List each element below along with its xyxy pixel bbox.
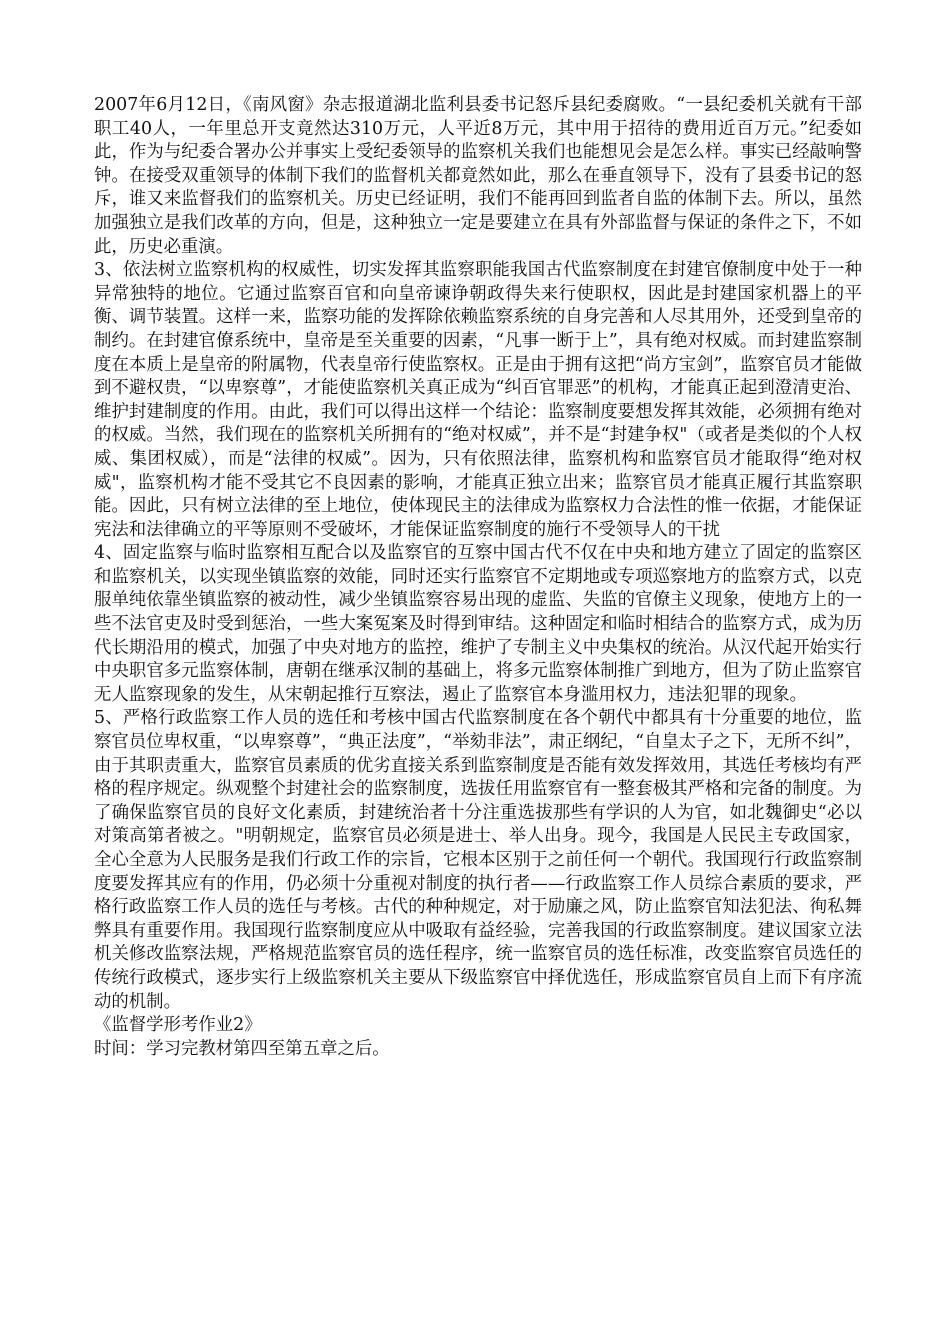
assignment-time: 时间：学习完教材第四至第五章之后。 — [94, 1038, 390, 1059]
document-page — [94, 94, 862, 1061]
paragraph-section-4: 4、固定监察与临时监察相互配合以及监察官的互察中国古代不仅在中央和地方建立了固定的监察区和监察机关，以实现坐镇监察的效能，同时还实行监察官不定期地或专项巡察地方的监察方式，以克服单纯依靠坐镇监察的被动性，减少坐镇监察容易出现的虚监、失监的官僚主义现象，使地方上的一些不法官吏及时受到惩治，一些大案冤案及时得到审结。这种固定和临时相结合的监察方式，成为历代长期沿用的模式，加强了中央对地方的监控，维护了专制主义中央集权的统治。从汉代起开始实行中央职官多元监察体制，唐朝在继承汉制的基础上，将多元监察体制推广到地方，但为了防止监察官无人监察现象的发生，从宋朝起推行互察法，遏止了监察官本身滥用权力，违法犯罪的现象。 — [94, 543, 862, 705]
assignment-title: 《监督学形考作业2》 — [94, 1015, 262, 1036]
paragraph-intro: 2007年6月12日，《南风窗》杂志报道湖北监利县委书记怒斥县纪委腐败。“一县纪委机关就有干部职工40人，一年里总开支竟然达310万元，人平近8万元，其中用于招待的费用近百万元。”纪委如此，作为与纪委合署办公并事实上受纪委领导的监察机关我们也能想见会是怎么样。事实已经敲响警钟。在接受双重领导的体制下我们的监督机关都竟然如此，那么在垂直领导下，没有了县委书记的怒斥，谁又来监督我们的监察机关。历史已经证明，我们不能再回到监者自监的体制下去。所以，虽然加强独立是我们改革的方向，但是，这种独立一定是要建立在具有外部监督与保证的条件之下，不如此，历史必重演。 — [94, 95, 862, 257]
paragraph-section-3: 3、依法树立监察机构的权威性，切实发挥其监察职能我国古代监察制度在封建官僚制度中处于一种异常独特的地位。它通过监察百官和向皇帝谏诤朝政得失来行使职权，因此是封建国家机器上的平衡、调节装置。这样一来，监察功能的发挥除依赖监察系统的自身完善和人尽其用外，还受到皇帝的制约。在封建官僚系统中，皇帝是至关重要的因素，“凡事一断于上”，具有绝对权威。而封建监察制度在本质上是皇帝的附属物，代表皇帝行使监察权。正是由于拥有这把“尚方宝剑”，监察官员才能做到不避权贵，“以卑察尊”，才能使监察机关真正成为“纠百官罪恶”的机构，才能真正起到澄清吏治、维护封建制度的作用。由此，我们可以得出这样一个结论：监察制度要想发挥其效能，必须拥有绝对的权威。当然，我们现在的监察机关所拥有的“绝对权威”，并不是“封建争权"（或者是类似的个人权威、集团权威），而是“法律的权威”。因为，只有依照法律，监察机构和监察官员才能取得“绝对权威"，监察机构才能不受其它不良因素的影响，才能真正独立出来；监察官员才能真正履行其监察职能。因此，只有树立法律的至上地位，使体现民主的法律成为监察权力合法性的惟一依据，才能保证宪法和法律确立的平等原则不受破坏，才能保证监察制度的施行不受领导人的干扰 — [94, 260, 862, 540]
paragraph-section-5: 5、严格行政监察工作人员的选任和考核中国古代监察制度在各个朝代中都具有十分重要的地位，监察官员位卑权重，“以卑察尊”，“典正法度”，“举劾非法”，肃正纲纪，“自皇太子之下，无所不纠”，由于其职责重大，监察官员素质的优劣直接关系到监察制度是否能有效发挥效用，其选任考核均有严格的程序规定。纵观整个封建社会的监察制度，选拔任用监察官有一整套极其严格和完备的制度。为了确保监察官员的良好文化素质，封建统治者十分注重选拔那些有学识的人为官，如北魏御史“必以对策高第者被之。"明朝规定，监察官员必须是进士、举人出身。现今，我国是人民民主专政国家，全心全意为人民服务是我们行政工作的宗旨，它根本区别于之前任何一个朝代。我国现行行政监察制度要发挥其应有的作用，仍必须十分重视对制度的执行者——行政监察工作人员综合素质的要求，严格行政监察工作人员的选任与考核。古代的种种规定，对于励廉之风，防止监察官知法犯法、徇私舞弊具有重要作用。我国现行监察制度应从中吸取有益经验，完善我国的行政监察制度。建议国家立法机关修改监察法规，严格规范监察官员的选任程序，统一监察官员的选任标准，改变监察官员选任的传统行政模式，逐步实行上级监察机关主要从下级监察官中择优选任，形成监察官员自上而下有序流动的机制。 — [94, 708, 862, 1012]
